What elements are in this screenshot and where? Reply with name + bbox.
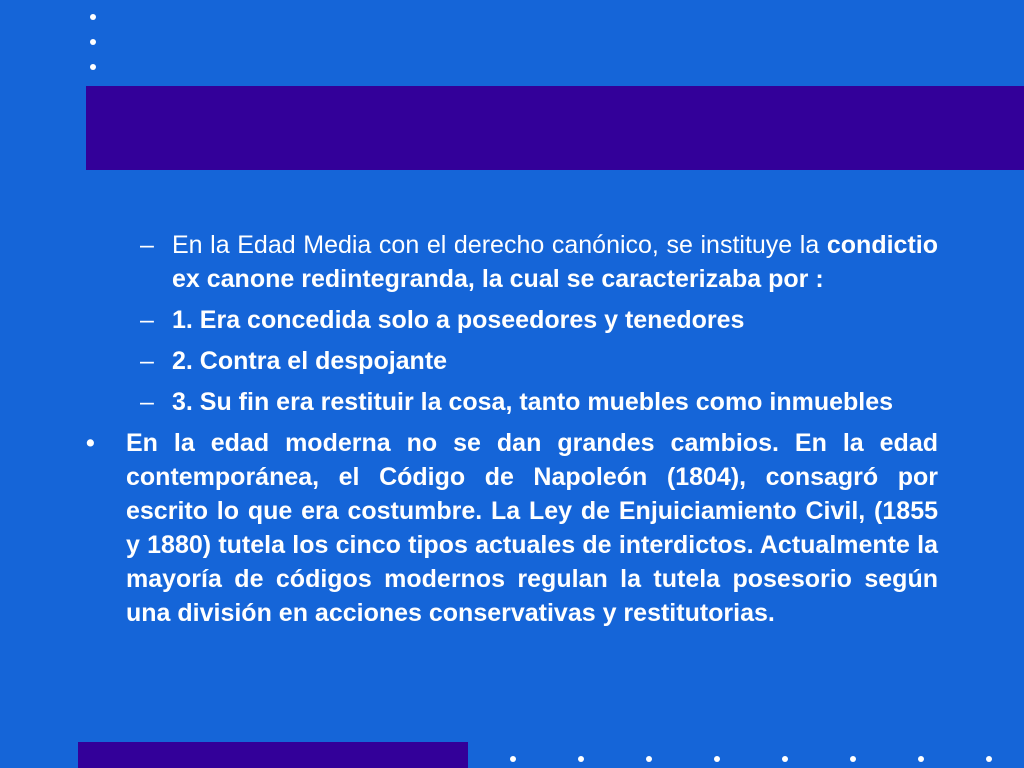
sub-bullet-item bbox=[140, 385, 938, 419]
main-bullet-text: En la edad moderna no se dan grandes cambios. En la edad contemporánea, el Código de Napoleón (1804), consagró por escrito lo que era costumbre. La Ley de Enjuiciamiento Civil, (1855 y 1880) tutela los cinco tipos actuales de interdictos. Actualmente la mayoría de códigos modernos regulan la tutela posesorio según una división en acciones conservativas y restitutorias. bbox=[126, 429, 938, 627]
decorative-dot bbox=[90, 39, 96, 45]
decorative-dot bbox=[714, 756, 720, 762]
sub-bullet-text-bold: 2. Contra el despojante bbox=[172, 347, 448, 375]
decorative-dot bbox=[850, 756, 856, 762]
dash-marker: – bbox=[140, 231, 154, 259]
sub-bullet-text-bold: 1. Era concedida solo a poseedores y tenedores bbox=[172, 306, 745, 334]
footer-bar bbox=[78, 742, 468, 768]
sub-bullet-text-bold: 3. Su fin era restituir la cosa, tanto muebles como inmuebles bbox=[172, 388, 894, 416]
decorative-dot bbox=[90, 64, 96, 70]
dash-marker: – bbox=[140, 306, 154, 334]
decorative-dot bbox=[646, 756, 652, 762]
decorative-dot bbox=[986, 756, 992, 762]
sub-bullet-item bbox=[140, 344, 938, 378]
main-bullet-item bbox=[86, 426, 938, 630]
dash-marker: – bbox=[140, 388, 154, 416]
dash-marker: – bbox=[140, 347, 154, 375]
sub-bullet-item bbox=[140, 303, 938, 337]
decorative-dot bbox=[510, 756, 516, 762]
sub-bullet-item bbox=[140, 228, 938, 296]
sub-bullet-text-bold: condictio ex canone redintegranda, la cual se caracterizaba por : bbox=[172, 231, 938, 293]
decorative-dot bbox=[918, 756, 924, 762]
sub-bullet-text-normal: En la Edad Media con el derecho canónico, se instituye la bbox=[172, 231, 820, 259]
decorative-dot bbox=[578, 756, 584, 762]
decorative-dot bbox=[90, 14, 96, 20]
bullet-marker: • bbox=[86, 429, 95, 457]
title-bar bbox=[86, 86, 1024, 170]
decorative-dot bbox=[782, 756, 788, 762]
slide-content bbox=[0, 228, 1024, 630]
